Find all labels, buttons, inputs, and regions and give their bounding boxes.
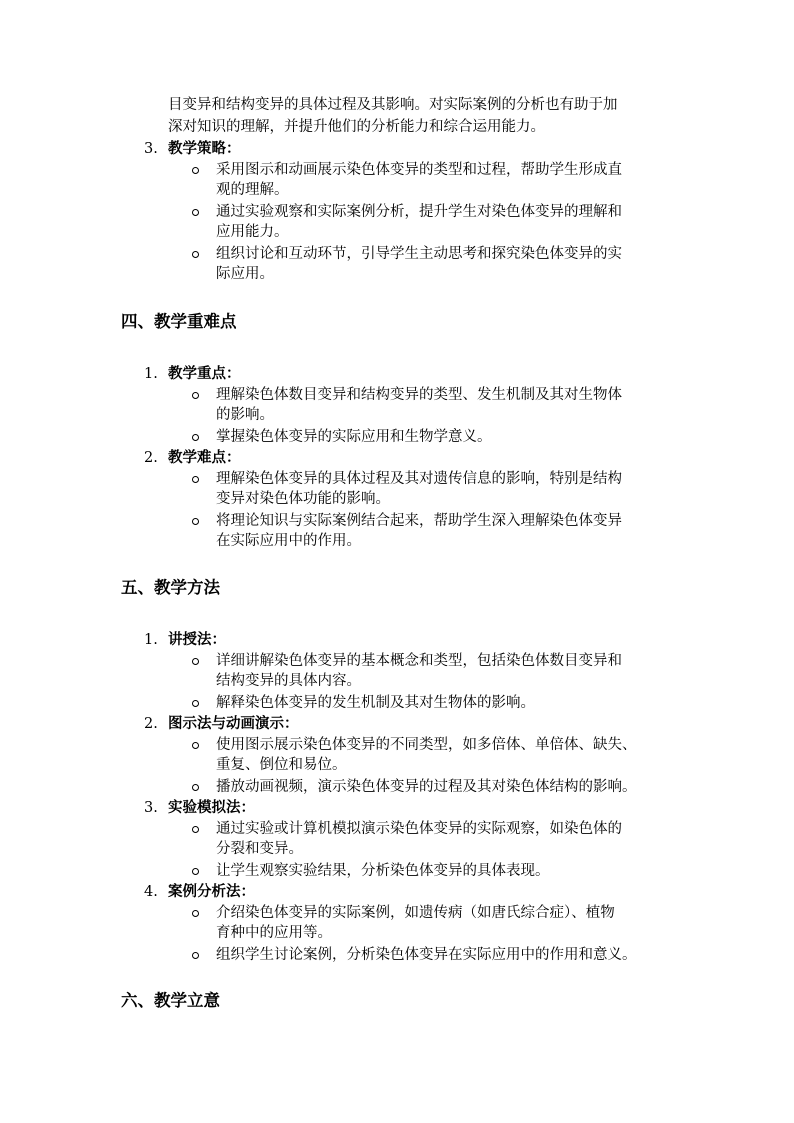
- list-item: 详细讲解染色体变异的基本概念和类型，包括染色体数目变异和: [216, 653, 622, 669]
- list-number: 2.: [144, 716, 158, 732]
- circle-bullet-icon: [192, 784, 199, 791]
- circle-bullet-icon: [192, 952, 199, 959]
- paragraph-line: 深对知识的理解，并提升他们的分析能力和综合运用能力。: [168, 119, 545, 135]
- list-item: 理解染色体变异的具体过程及其对遗传信息的影响，特别是结构: [216, 471, 622, 487]
- list-number: 3.: [144, 141, 158, 157]
- list-item: 组织学生讨论案例，分析染色体变异在实际应用中的作用和意义。: [216, 947, 637, 963]
- list-item-title: 教学重点：: [168, 365, 241, 382]
- list-number: 1.: [144, 366, 158, 382]
- circle-bullet-icon: [192, 392, 199, 399]
- list-item: 让学生观察实验结果，分析染色体变异的具体表现。: [216, 863, 550, 879]
- list-item-title: 图示法与动画演示：: [168, 715, 299, 732]
- circle-bullet-icon: [192, 826, 199, 833]
- list-item: 理解染色体数目变异和结构变异的类型、发生机制及其对生物体: [216, 387, 622, 403]
- circle-bullet-icon: [192, 742, 199, 749]
- list-item: 解释染色体变异的发生机制及其对生物体的影响。: [216, 695, 535, 711]
- list-number: 4.: [144, 884, 158, 900]
- list-item: 播放动画视频，演示染色体变异的过程及其对染色体结构的影响。: [216, 779, 637, 795]
- circle-bullet-icon: [192, 434, 199, 441]
- list-item: 育种中的应用等。: [216, 925, 332, 941]
- list-item: 在实际应用中的作用。: [216, 533, 361, 549]
- list-item: 际应用。: [216, 266, 274, 282]
- list-item: 使用图示展示染色体变异的不同类型，如多倍体、单倍体、缺失、: [216, 737, 637, 753]
- circle-bullet-icon: [192, 868, 199, 875]
- list-item: 分裂和变异。: [216, 841, 303, 857]
- circle-bullet-icon: [192, 476, 199, 483]
- list-number: 2.: [144, 450, 158, 466]
- list-number: 3.: [144, 800, 158, 816]
- list-item: 通过实验观察和实际案例分析，提升学生对染色体变异的理解和: [216, 204, 622, 220]
- circle-bullet-icon: [192, 518, 199, 525]
- section-heading: 六、教学立意: [121, 991, 220, 1010]
- list-item: 应用能力。: [216, 224, 289, 240]
- circle-bullet-icon: [192, 209, 199, 216]
- list-item: 重复、倒位和易位。: [216, 757, 347, 773]
- list-item: 结构变异的具体内容。: [216, 673, 361, 689]
- list-item: 变异对染色体功能的影响。: [216, 491, 390, 507]
- list-item: 通过实验或计算机模拟演示染色体变异的实际观察，如染色体的: [216, 821, 622, 837]
- list-number: 1.: [144, 632, 158, 648]
- circle-bullet-icon: [192, 910, 199, 917]
- list-item: 采用图示和动画展示染色体变异的类型和过程，帮助学生形成直: [216, 162, 622, 178]
- list-item: 的影响。: [216, 407, 274, 423]
- circle-bullet-icon: [192, 251, 199, 258]
- list-item-title: 教学策略：: [168, 140, 241, 157]
- list-item: 组织讨论和互动环节，引导学生主动思考和探究染色体变异的实: [216, 246, 622, 262]
- list-item-title: 案例分析法：: [168, 883, 255, 900]
- list-item-title: 实验模拟法：: [168, 799, 255, 816]
- list-item-title: 教学难点：: [168, 449, 241, 466]
- list-item: 介绍染色体变异的实际案例，如遗传病（如唐氏综合症）、植物: [216, 905, 615, 921]
- circle-bullet-icon: [192, 658, 199, 665]
- list-item: 将理论知识与实际案例结合起来，帮助学生深入理解染色体变异: [216, 513, 622, 529]
- circle-bullet-icon: [192, 167, 199, 174]
- circle-bullet-icon: [192, 700, 199, 707]
- list-item: 观的理解。: [216, 182, 289, 198]
- section-heading: 四、教学重难点: [121, 312, 237, 331]
- section-heading: 五、教学方法: [121, 578, 220, 597]
- list-item: 掌握染色体变异的实际应用和生物学意义。: [216, 429, 492, 445]
- list-item-title: 讲授法：: [168, 631, 226, 648]
- paragraph-line: 目变异和结构变异的具体过程及其影响。对实际案例的分析也有助于加: [168, 97, 618, 113]
